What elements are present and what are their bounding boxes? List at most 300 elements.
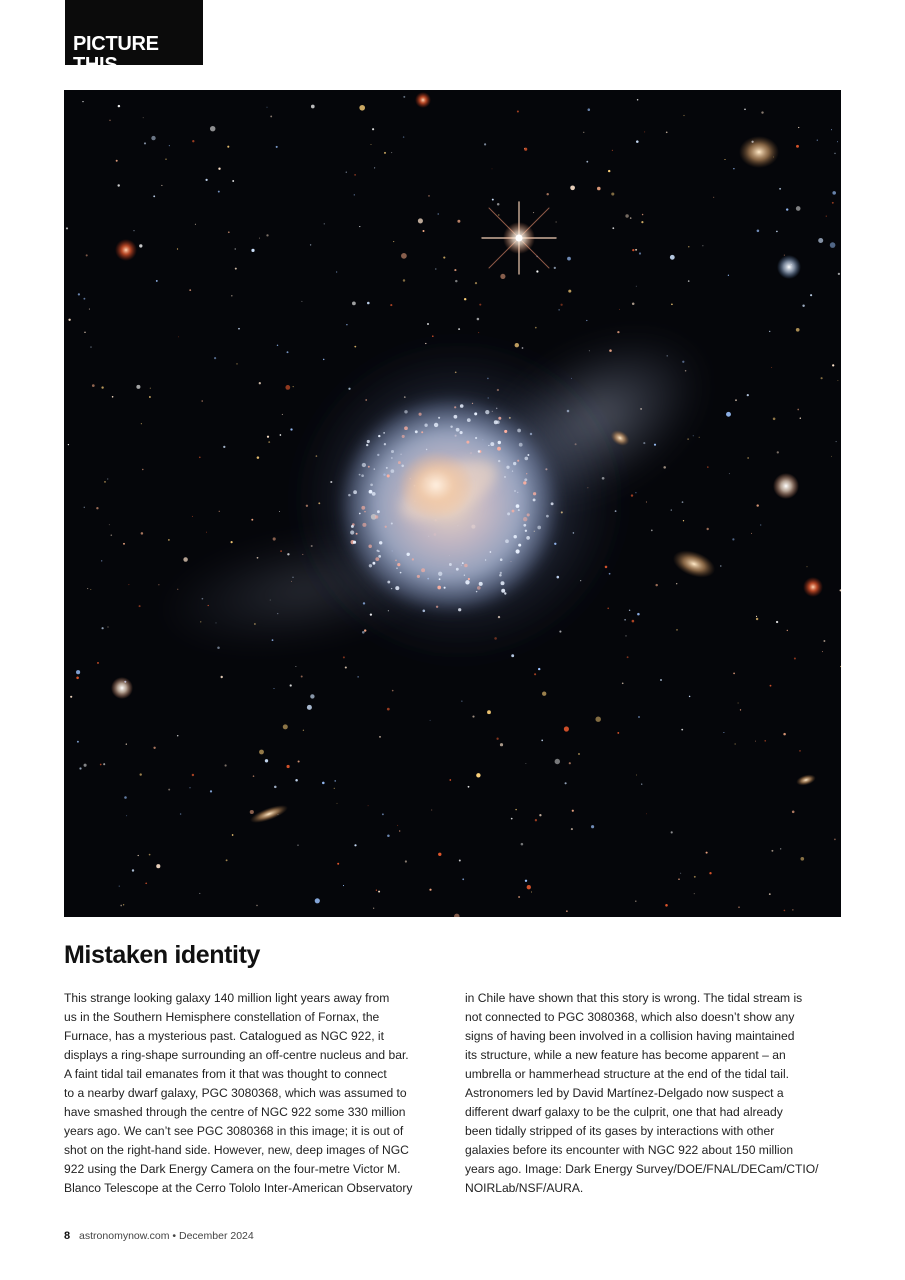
- star-forming-knot: [501, 581, 505, 585]
- star: [777, 451, 779, 453]
- star-forming-knot: [367, 440, 370, 443]
- star-forming-knot: [524, 478, 527, 481]
- star-forming-knot: [384, 443, 386, 445]
- star: [837, 141, 838, 142]
- star-forming-knot: [391, 588, 392, 589]
- star: [218, 168, 220, 170]
- footer-text[interactable]: astronomynow.com • December 2024: [79, 1230, 254, 1242]
- star: [139, 244, 142, 247]
- star-forming-knot: [436, 606, 438, 608]
- star: [771, 367, 772, 368]
- star: [588, 108, 591, 111]
- star-forming-knot: [348, 494, 351, 497]
- star: [484, 143, 486, 145]
- star: [287, 351, 289, 353]
- star: [87, 588, 88, 589]
- star: [405, 860, 407, 862]
- star: [310, 694, 314, 698]
- star-forming-knot: [496, 421, 499, 424]
- star-forming-knot: [546, 515, 549, 518]
- star-forming-knot: [506, 466, 509, 469]
- star: [390, 304, 392, 306]
- star: [210, 790, 212, 792]
- star-forming-knot: [421, 431, 423, 433]
- star: [422, 230, 424, 232]
- star: [107, 626, 108, 627]
- star: [688, 246, 689, 247]
- star: [346, 324, 347, 325]
- body-line: years ago. We can’t see PGC 3080368 in this image; it is out of: [64, 1124, 404, 1138]
- star: [183, 557, 187, 561]
- star: [210, 126, 215, 131]
- star: [617, 331, 619, 333]
- star: [86, 254, 88, 256]
- star: [464, 298, 466, 300]
- star: [646, 813, 647, 814]
- star-forming-knot: [498, 460, 500, 462]
- star-forming-knot: [468, 578, 470, 580]
- star: [123, 543, 125, 545]
- star-forming-knot: [421, 568, 425, 572]
- star: [595, 716, 600, 721]
- star: [479, 304, 481, 306]
- star: [235, 268, 237, 270]
- star: [368, 805, 369, 806]
- star-forming-knot: [362, 523, 366, 527]
- star: [558, 309, 559, 310]
- star: [303, 730, 304, 731]
- star-forming-knot: [369, 490, 373, 494]
- star: [641, 221, 643, 223]
- star: [428, 195, 430, 197]
- star-forming-knot: [464, 575, 465, 576]
- star: [315, 898, 320, 903]
- star: [511, 818, 513, 820]
- star: [568, 290, 571, 293]
- star: [111, 534, 113, 536]
- star: [783, 733, 786, 736]
- star: [358, 676, 359, 677]
- body-line: in Chile have shown that this story is wrong. The tidal stream is: [465, 991, 803, 1005]
- star-forming-knot: [391, 457, 392, 458]
- star: [337, 803, 338, 804]
- star: [180, 813, 182, 815]
- star: [116, 160, 118, 162]
- section-tag-label: PICTURE THIS: [73, 33, 159, 76]
- star: [345, 666, 347, 668]
- star: [119, 886, 120, 887]
- star: [713, 197, 714, 198]
- star: [123, 904, 124, 905]
- star: [124, 796, 127, 799]
- star: [625, 214, 628, 217]
- star: [733, 672, 735, 674]
- star: [683, 520, 684, 521]
- star: [256, 905, 257, 906]
- star: [391, 152, 392, 153]
- star: [735, 744, 736, 745]
- star: [268, 441, 270, 443]
- star: [821, 377, 823, 379]
- star: [153, 747, 155, 749]
- body-text-right: [465, 989, 841, 1198]
- star-forming-knot: [475, 437, 477, 439]
- star: [231, 295, 233, 297]
- star: [794, 657, 796, 659]
- star-forming-knot: [419, 413, 422, 416]
- star: [139, 605, 141, 607]
- star-forming-knot: [449, 563, 452, 566]
- star: [151, 136, 155, 140]
- body-line: Furnace, has a mysterious past. Catalogued as NGC 922, it: [64, 1029, 384, 1043]
- star-forming-knot: [490, 442, 494, 446]
- star: [764, 740, 765, 741]
- star: [706, 528, 708, 530]
- star: [136, 385, 140, 389]
- star: [379, 736, 381, 738]
- star: [168, 789, 170, 791]
- star: [276, 146, 278, 148]
- star: [459, 860, 461, 862]
- star: [635, 249, 637, 251]
- star: [740, 709, 741, 710]
- star: [322, 782, 325, 785]
- star: [387, 708, 390, 711]
- star: [671, 509, 672, 510]
- star: [101, 627, 103, 629]
- star-forming-knot: [385, 526, 387, 528]
- star: [359, 226, 360, 227]
- star-right-mid: [773, 473, 799, 499]
- star: [403, 96, 405, 98]
- star-forming-knot: [504, 430, 507, 433]
- star: [534, 673, 536, 675]
- star: [560, 304, 562, 306]
- star-forming-knot: [454, 415, 458, 419]
- star: [531, 891, 532, 892]
- star: [635, 900, 636, 901]
- star: [443, 257, 445, 259]
- star: [728, 275, 729, 276]
- star-forming-knot: [375, 515, 378, 518]
- star: [178, 336, 179, 337]
- star: [84, 507, 85, 508]
- star-forming-knot: [366, 444, 368, 446]
- star: [354, 194, 355, 195]
- star: [556, 221, 557, 222]
- star: [403, 136, 404, 137]
- star: [572, 810, 574, 812]
- body-line: displays a ring-shape surrounding an off-centre nucleus and bar.: [64, 1048, 409, 1062]
- star: [103, 763, 105, 765]
- star: [158, 584, 159, 585]
- star-forming-knot: [359, 474, 361, 476]
- galaxy-image: [64, 90, 841, 917]
- star: [387, 835, 390, 838]
- star-forming-knot: [513, 462, 516, 465]
- star: [612, 227, 614, 229]
- star: [660, 679, 662, 681]
- star: [683, 115, 684, 116]
- star: [810, 294, 812, 296]
- star: [168, 539, 170, 541]
- star: [554, 267, 556, 269]
- star: [780, 848, 781, 849]
- star: [295, 666, 296, 667]
- star-forming-knot: [519, 443, 523, 447]
- star-forming-knot: [527, 513, 530, 516]
- star-forming-knot: [426, 449, 427, 450]
- star: [591, 825, 594, 828]
- star: [343, 656, 345, 658]
- star-forming-knot: [402, 435, 405, 438]
- star: [681, 729, 683, 731]
- body-line: different dwarf galaxy to be the culprit, one that had already: [465, 1105, 783, 1119]
- star: [90, 589, 91, 590]
- star-forming-knot: [387, 474, 390, 477]
- star-forming-knot: [439, 578, 441, 580]
- star: [676, 583, 677, 584]
- star-forming-knot: [498, 417, 501, 420]
- star: [655, 584, 657, 586]
- star-forming-knot: [464, 564, 468, 568]
- star-forming-knot: [527, 454, 529, 456]
- star: [525, 880, 527, 882]
- star: [726, 412, 731, 417]
- star: [334, 780, 336, 782]
- body-line: umbrella or hammerhead structure at the end of the tidal tail.: [465, 1067, 790, 1081]
- star: [462, 878, 464, 880]
- body-line: been tidally stripped of its gases by interactions with other: [465, 1124, 775, 1138]
- star: [90, 347, 91, 348]
- star: [612, 150, 613, 151]
- star-forming-knot: [401, 465, 404, 468]
- star: [372, 128, 374, 130]
- star: [384, 152, 386, 154]
- star-forming-knot: [364, 511, 365, 512]
- body-line: NOIRLab/NSF/AURA.: [465, 1181, 584, 1195]
- page-number: 8: [64, 1230, 71, 1242]
- star: [629, 610, 630, 611]
- star: [218, 191, 220, 193]
- star: [787, 630, 788, 631]
- star: [832, 364, 834, 366]
- star: [118, 105, 120, 107]
- star: [177, 248, 178, 249]
- star: [694, 893, 695, 894]
- star: [525, 763, 526, 764]
- star: [150, 388, 151, 389]
- body-line: A faint tidal tail emanates from it that was thought to connect: [64, 1067, 387, 1081]
- star: [156, 280, 158, 282]
- star: [738, 702, 739, 703]
- star-forming-knot: [507, 512, 510, 515]
- star-forming-knot: [514, 490, 515, 491]
- star: [431, 809, 432, 810]
- body-line: years ago. Image: Dark Energy Survey/DOE/FNAL/DECam/CTIO/: [465, 1162, 819, 1176]
- star: [201, 400, 203, 402]
- star: [796, 145, 799, 148]
- star: [290, 428, 292, 430]
- star-forming-knot: [505, 539, 509, 543]
- star: [169, 145, 170, 146]
- star: [533, 212, 534, 213]
- star: [477, 318, 480, 321]
- star: [565, 782, 567, 784]
- star: [624, 619, 626, 621]
- star: [266, 234, 268, 236]
- star: [670, 255, 675, 260]
- star: [192, 516, 193, 517]
- star: [756, 616, 757, 617]
- star-forming-knot: [437, 586, 441, 590]
- star: [586, 320, 587, 321]
- star: [149, 854, 151, 856]
- star: [583, 132, 584, 133]
- star: [646, 502, 647, 503]
- star: [96, 507, 98, 509]
- star: [527, 885, 531, 889]
- star: [632, 303, 635, 306]
- body-line: not connected to PGC 3080368, which also doesn’t show any: [465, 1010, 795, 1024]
- star: [382, 813, 384, 815]
- star: [133, 230, 134, 231]
- star: [663, 466, 666, 469]
- star-forming-knot: [456, 428, 460, 432]
- body-line: signs of having been involved in a collision having maintained: [465, 1029, 795, 1043]
- star-forming-knot: [477, 586, 481, 590]
- star: [546, 193, 548, 195]
- star: [492, 199, 494, 201]
- star: [755, 741, 756, 742]
- star-forming-knot: [359, 513, 361, 515]
- star-forming-knot: [438, 417, 440, 419]
- body-line: to a nearby dwarf galaxy, PGC 3080368, which was assumed to: [64, 1086, 407, 1100]
- star: [627, 656, 629, 658]
- star: [324, 223, 325, 224]
- star: [831, 129, 832, 130]
- star: [723, 732, 724, 733]
- star: [367, 302, 370, 305]
- galaxy-core: [398, 451, 474, 519]
- star: [468, 786, 470, 788]
- star: [373, 908, 374, 909]
- star: [521, 843, 524, 846]
- star-forming-knot: [353, 490, 357, 494]
- star: [622, 682, 624, 684]
- star-forming-knot: [497, 447, 501, 451]
- star: [259, 750, 264, 755]
- star: [570, 185, 575, 190]
- star: [796, 328, 800, 332]
- star: [792, 909, 793, 910]
- star: [822, 651, 823, 652]
- star-forming-knot: [537, 526, 541, 530]
- star: [747, 457, 748, 458]
- star: [274, 786, 277, 789]
- star: [117, 184, 119, 186]
- body-line: 922 using the Dark Energy Camera on the four-metre Victor M.: [64, 1162, 401, 1176]
- star: [800, 417, 801, 418]
- star: [751, 533, 752, 534]
- star: [826, 216, 827, 217]
- star: [101, 560, 102, 561]
- star: [834, 839, 836, 841]
- star-forming-knot: [391, 450, 394, 453]
- star-white-left: [111, 677, 133, 699]
- star: [235, 248, 236, 249]
- star: [225, 764, 227, 766]
- star: [724, 159, 725, 160]
- star: [538, 668, 540, 670]
- star: [79, 767, 81, 769]
- star-forming-knot: [518, 544, 521, 547]
- star: [578, 753, 580, 755]
- star: [732, 538, 734, 540]
- star-forming-knot: [499, 574, 502, 577]
- star: [298, 760, 300, 762]
- star-forming-knot: [369, 564, 372, 567]
- galaxy-photo: [64, 90, 841, 917]
- star: [744, 108, 746, 110]
- star: [206, 532, 207, 533]
- star-forming-knot: [398, 461, 401, 464]
- star: [735, 399, 737, 401]
- star: [637, 613, 640, 616]
- star: [253, 775, 255, 777]
- star: [769, 331, 770, 332]
- star: [720, 565, 721, 566]
- star: [89, 309, 90, 310]
- star: [100, 764, 102, 766]
- star: [231, 541, 233, 543]
- star: [161, 185, 162, 186]
- star-forming-knot: [518, 509, 520, 511]
- star: [807, 566, 808, 567]
- star: [126, 815, 127, 816]
- star: [836, 441, 837, 442]
- star: [838, 273, 840, 275]
- star: [476, 773, 480, 777]
- star: [290, 684, 292, 686]
- star-forming-knot: [450, 425, 452, 427]
- star: [798, 127, 799, 128]
- star: [539, 814, 541, 816]
- star-forming-knot: [404, 410, 407, 413]
- star-forming-knot: [417, 575, 420, 578]
- star: [343, 885, 344, 886]
- star: [636, 775, 637, 776]
- star: [784, 910, 786, 912]
- star: [223, 446, 225, 448]
- star: [498, 214, 499, 215]
- star-forming-knot: [500, 558, 503, 561]
- star: [707, 466, 709, 468]
- star: [619, 309, 620, 310]
- star: [776, 231, 778, 233]
- star: [796, 206, 801, 211]
- star: [214, 357, 216, 359]
- star: [630, 217, 632, 219]
- star: [156, 864, 160, 868]
- star: [706, 852, 708, 854]
- star-forming-knot: [397, 563, 400, 566]
- star: [195, 224, 196, 225]
- star: [831, 456, 832, 457]
- star: [354, 174, 356, 176]
- star-forming-knot: [523, 517, 527, 521]
- star: [66, 227, 68, 229]
